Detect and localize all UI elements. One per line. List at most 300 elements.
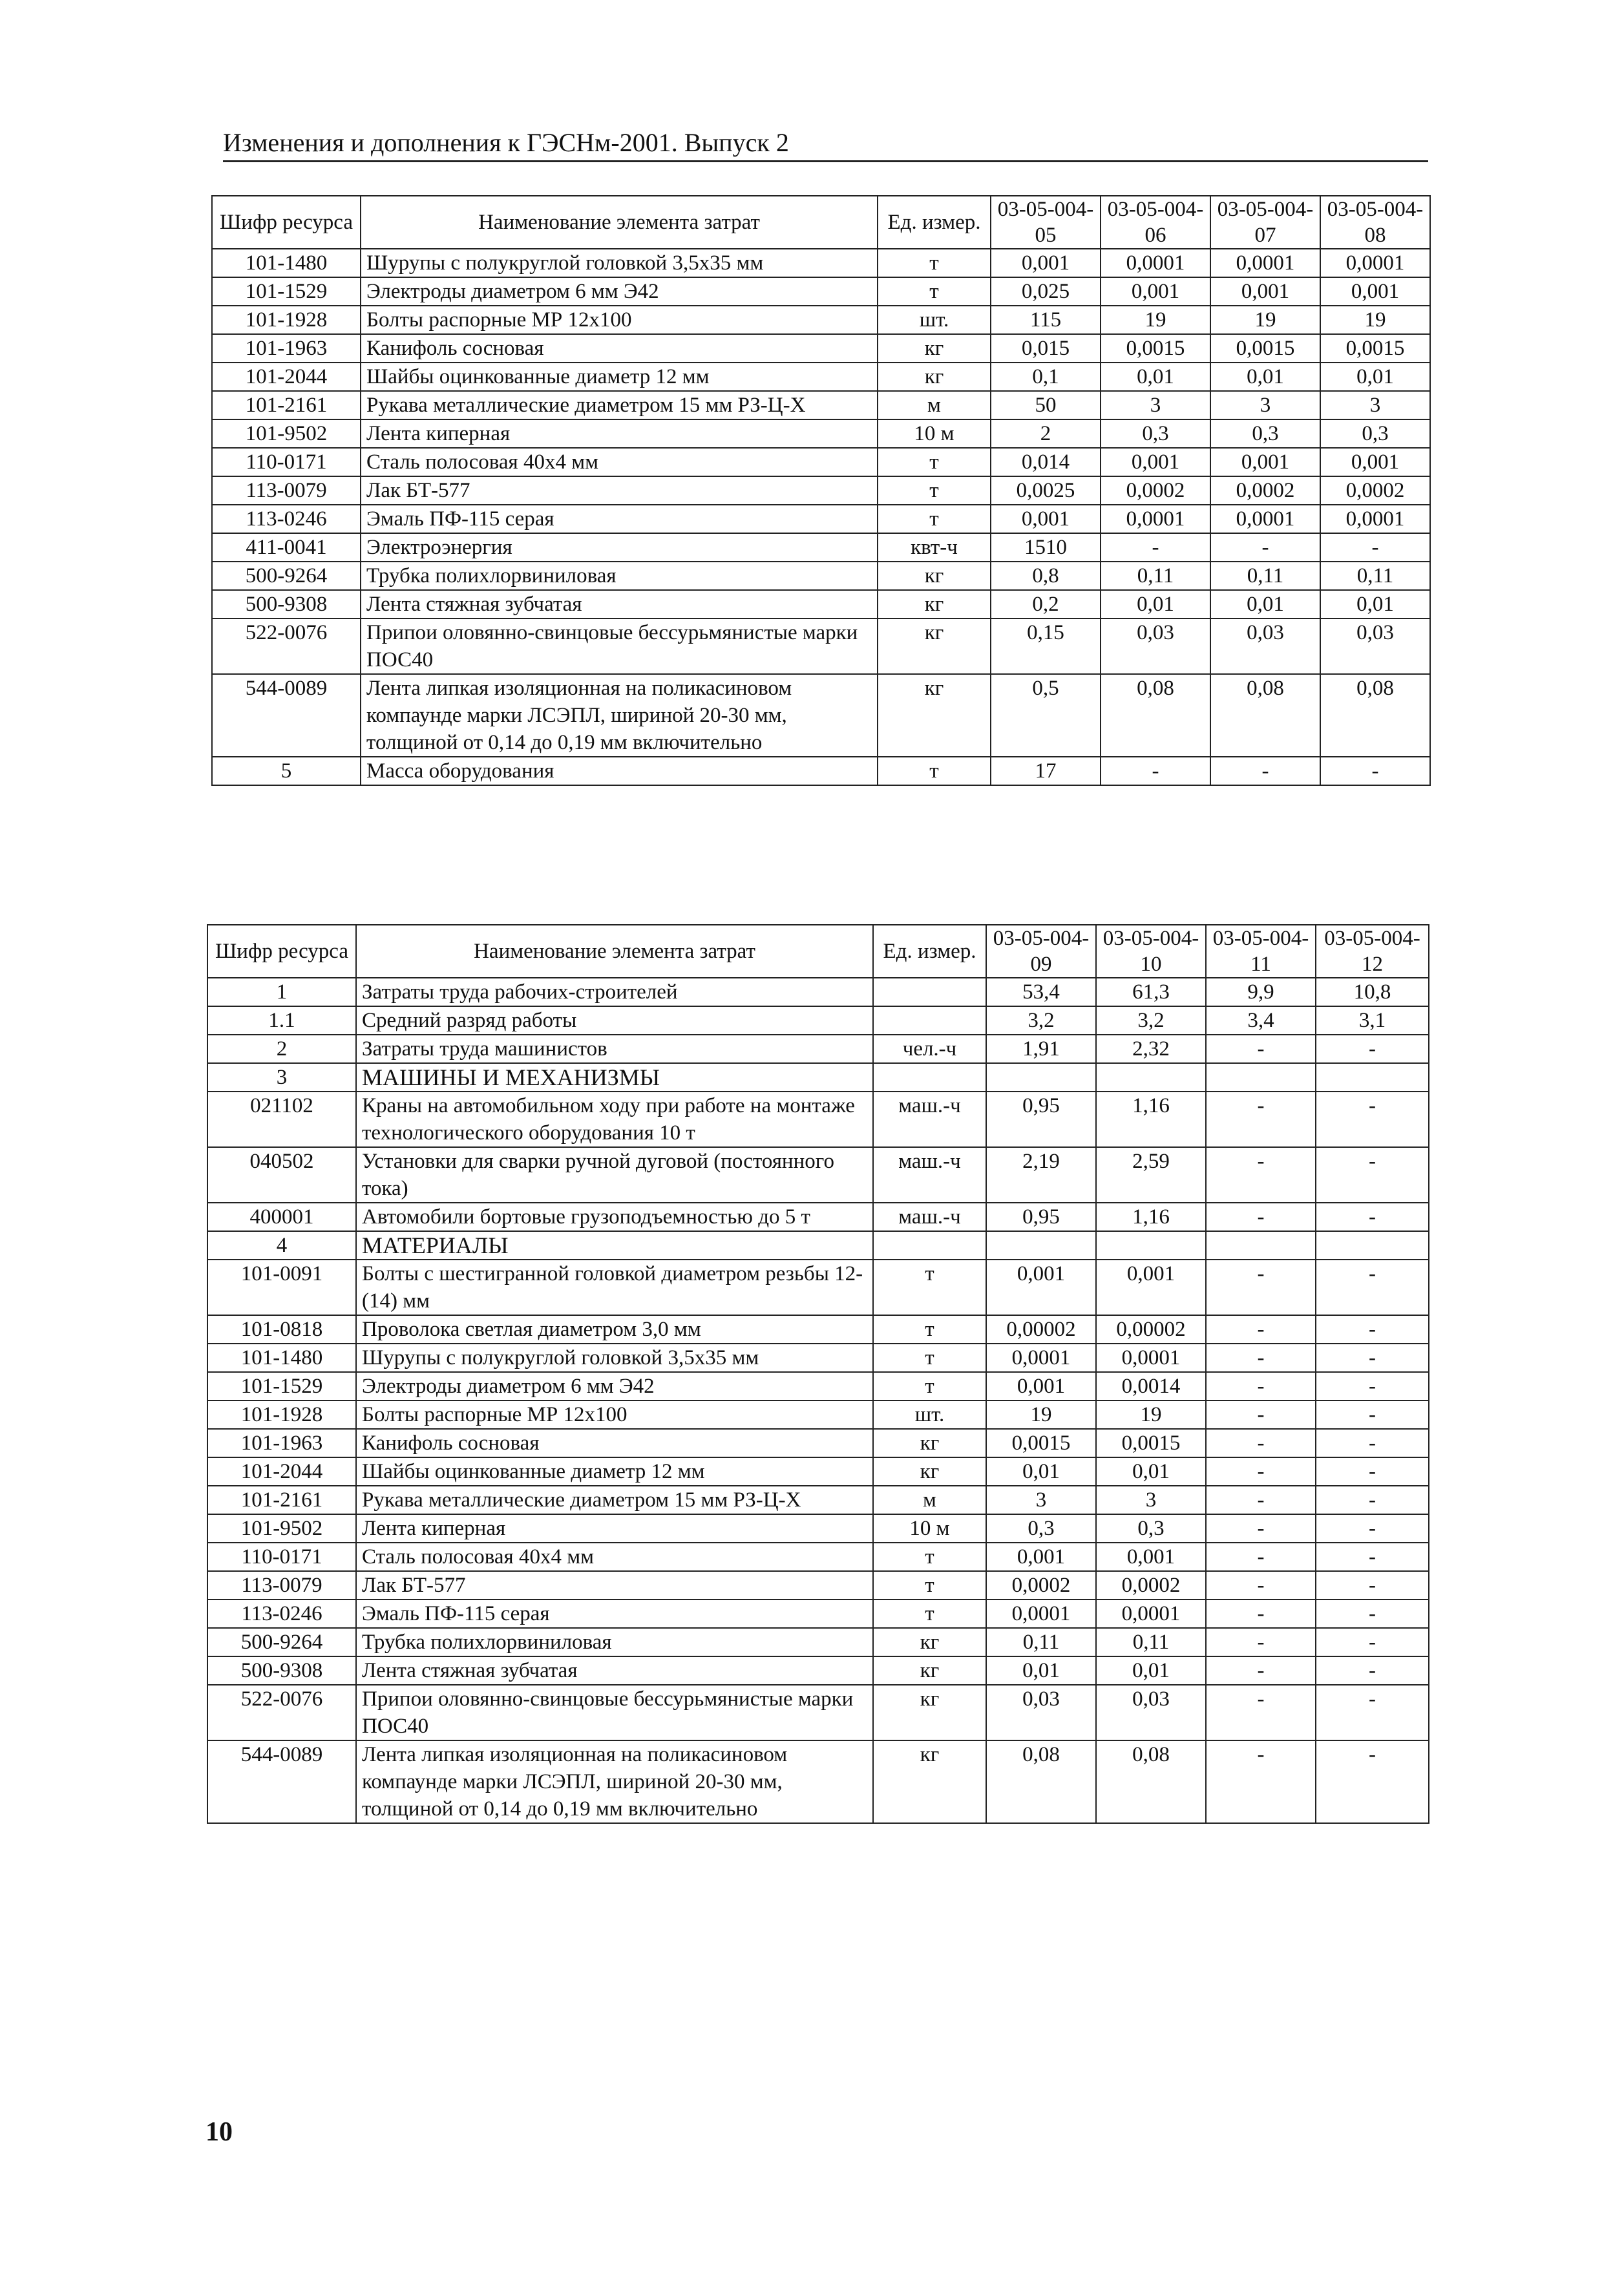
resource-code: 522-0076 [207, 1685, 356, 1740]
resource-code: 113-0246 [212, 505, 361, 533]
resource-code: 3 [207, 1063, 356, 1092]
norm-value: 0,01 [1101, 590, 1210, 618]
resource-name: Трубка полихлорвиниловая [356, 1628, 873, 1656]
norm-value: 0,0015 [1210, 334, 1320, 363]
norm-value: 0,11 [1210, 562, 1320, 590]
table-row [212, 334, 1430, 363]
norm-value: 0,3 [1210, 419, 1320, 448]
norm-value: 0,001 [991, 505, 1101, 533]
table-row [212, 590, 1430, 618]
section-row [207, 1231, 1429, 1260]
norm-value: 0,0001 [1101, 505, 1210, 533]
norm-value: 0,1 [991, 363, 1101, 391]
resource-code: 101-1529 [207, 1372, 356, 1400]
norm-value: 0,3 [1101, 419, 1210, 448]
norm-value: 3 [986, 1486, 1096, 1514]
norm-value: - [1206, 1685, 1316, 1740]
norm-value: 0,5 [991, 674, 1101, 757]
norm-value: 0,0002 [1320, 476, 1430, 505]
norm-value: 0,03 [1320, 618, 1430, 674]
resource-code: 101-0091 [207, 1260, 356, 1315]
resource-code: 101-1480 [212, 249, 361, 277]
unit: т [873, 1344, 986, 1372]
norm-value: 0,15 [991, 618, 1101, 674]
unit: т [873, 1571, 986, 1600]
resource-name: Шайбы оцинкованные диаметр 12 мм [356, 1457, 873, 1486]
table-row [207, 1486, 1429, 1514]
resource-name: Сталь полосовая 40x4 мм [356, 1543, 873, 1571]
resource-name: Лента липкая изоляционная на поликасиновом компаунде марки ЛСЭПЛ, шириной 20-30 мм, толщиной от 0,14 до 0,19 мм включительно [356, 1740, 873, 1823]
resource-code: 544-0089 [207, 1740, 356, 1823]
resource-name: Масса оборудования [361, 757, 878, 785]
resource-name: Лак БТ-577 [356, 1571, 873, 1600]
unit: 10 м [873, 1514, 986, 1543]
table-row [207, 1656, 1429, 1685]
empty-cell [1096, 1063, 1206, 1092]
column-header-norm-1: 03-05-004-05 [991, 196, 1101, 249]
resource-code: 101-1928 [207, 1400, 356, 1429]
norm-value: - [1316, 1260, 1429, 1315]
norm-value: - [1206, 1344, 1316, 1372]
unit: кг [878, 562, 991, 590]
unit: т [873, 1315, 986, 1344]
resource-code: 040502 [207, 1147, 356, 1203]
unit: кг [878, 674, 991, 757]
norm-value: 0,01 [1210, 590, 1320, 618]
resource-name: Затраты труда машинистов [356, 1035, 873, 1063]
unit: чел.-ч [873, 1035, 986, 1063]
table-row [207, 1315, 1429, 1344]
norm-value: - [1206, 1600, 1316, 1628]
resource-name: Болты распорные МР 12x100 [361, 306, 878, 334]
norm-value: 2,59 [1096, 1147, 1206, 1203]
resource-code: 101-2161 [207, 1486, 356, 1514]
table-row [207, 1006, 1429, 1035]
norm-value: - [1320, 757, 1430, 785]
column-header-norm-3: 03-05-004-07 [1210, 196, 1320, 249]
table-row [207, 1571, 1429, 1600]
norm-value: 0,0001 [1096, 1600, 1206, 1628]
section-title: МАШИНЫ И МЕХАНИЗМЫ [356, 1063, 873, 1092]
norm-value: - [1206, 1092, 1316, 1147]
column-header-name: Наименование элемента затрат [356, 925, 873, 978]
norm-value: 3,2 [986, 1006, 1096, 1035]
resource-code: 110-0171 [212, 448, 361, 476]
table-row [212, 757, 1430, 785]
norm-value: 0,3 [1320, 419, 1430, 448]
resource-name: Канифоль сосновая [356, 1429, 873, 1457]
table-row [212, 419, 1430, 448]
norm-value: 19 [986, 1400, 1096, 1429]
unit: т [878, 505, 991, 533]
norm-value: 0,001 [1320, 277, 1430, 306]
resource-name: Автомобили бортовые грузоподъемностью до 5 т [356, 1203, 873, 1231]
norm-value: - [1316, 1656, 1429, 1685]
resource-name: Канифоль сосновая [361, 334, 878, 363]
unit: м [878, 391, 991, 419]
resource-code: 1 [207, 978, 356, 1006]
norm-value: 0,001 [1210, 277, 1320, 306]
resource-code: 110-0171 [207, 1543, 356, 1571]
norm-value: - [1316, 1486, 1429, 1514]
table-row [212, 249, 1430, 277]
resource-name: Болты с шестигранной головкой диаметром резьбы 12-(14) мм [356, 1260, 873, 1315]
norm-value: 0,0025 [991, 476, 1101, 505]
table-row [212, 674, 1430, 757]
norm-value: 0,11 [1320, 562, 1430, 590]
unit: т [873, 1372, 986, 1400]
norm-value: 0,0015 [986, 1429, 1096, 1457]
norm-value: 0,014 [991, 448, 1101, 476]
unit: кг [878, 363, 991, 391]
norm-value: - [1316, 1600, 1429, 1628]
table-row [207, 1092, 1429, 1147]
table-row [207, 1457, 1429, 1486]
norm-value: 0,001 [1101, 448, 1210, 476]
norm-value: 19 [1210, 306, 1320, 334]
unit: кг [878, 334, 991, 363]
norm-value: 0,0001 [1096, 1344, 1206, 1372]
norm-value: 2,32 [1096, 1035, 1206, 1063]
table-row [207, 1600, 1429, 1628]
table-row [207, 1035, 1429, 1063]
norm-value: 0,01 [1320, 363, 1430, 391]
norm-value: - [1316, 1514, 1429, 1543]
unit: т [878, 476, 991, 505]
unit: кг [873, 1740, 986, 1823]
table-row [212, 363, 1430, 391]
norm-value: 10,8 [1316, 978, 1429, 1006]
norm-value: - [1206, 1514, 1316, 1543]
norm-value: - [1206, 1400, 1316, 1429]
norm-value: 0,01 [986, 1457, 1096, 1486]
norm-value: 0,001 [1101, 277, 1210, 306]
norm-value: 0,08 [1096, 1740, 1206, 1823]
resource-name: Шайбы оцинкованные диаметр 12 мм [361, 363, 878, 391]
norm-value: 2,19 [986, 1147, 1096, 1203]
table-row [207, 1543, 1429, 1571]
resource-name: Рукава металлические диаметром 15 мм РЗ-Ц-Х [356, 1486, 873, 1514]
unit: т [873, 1600, 986, 1628]
unit: шт. [878, 306, 991, 334]
norm-value: 0,001 [1096, 1543, 1206, 1571]
norm-value: 0,001 [991, 249, 1101, 277]
norm-value: 0,001 [986, 1260, 1096, 1315]
resource-name: Лента киперная [356, 1514, 873, 1543]
resource-code: 500-9264 [212, 562, 361, 590]
norm-value: - [1316, 1543, 1429, 1571]
resource-name: Затраты труда рабочих-строителей [356, 978, 873, 1006]
norm-value: 0,11 [986, 1628, 1096, 1656]
norm-value: - [1206, 1571, 1316, 1600]
norm-value: - [1316, 1685, 1429, 1740]
norm-value: 0,08 [986, 1740, 1096, 1823]
norm-value: - [1206, 1203, 1316, 1231]
unit [873, 978, 986, 1006]
column-header-norm-4: 03-05-004-12 [1316, 925, 1429, 978]
table-row [212, 533, 1430, 562]
resource-name: Трубка полихлорвиниловая [361, 562, 878, 590]
norm-value: - [1206, 1147, 1316, 1203]
resource-code: 101-1928 [212, 306, 361, 334]
column-header-norm-1: 03-05-004-09 [986, 925, 1096, 978]
norm-value: - [1316, 1315, 1429, 1344]
resource-name: Шурупы с полукруглой головкой 3,5x35 мм [361, 249, 878, 277]
unit: т [878, 249, 991, 277]
norm-value: 0,03 [1210, 618, 1320, 674]
resource-name: Эмаль ПФ-115 серая [361, 505, 878, 533]
norm-value: 19 [1096, 1400, 1206, 1429]
resource-name: Электроды диаметром 6 мм Э42 [356, 1372, 873, 1400]
resource-name: Проволока светлая диаметром 3,0 мм [356, 1315, 873, 1344]
table-row [207, 1147, 1429, 1203]
norm-value: 0,11 [1096, 1628, 1206, 1656]
table-row [207, 1628, 1429, 1656]
norm-value: 0,0015 [1320, 334, 1430, 363]
norm-value: - [1206, 1429, 1316, 1457]
norm-value: 0,03 [1101, 618, 1210, 674]
resource-code: 4 [207, 1231, 356, 1260]
table-row [212, 505, 1430, 533]
unit: кг [873, 1628, 986, 1656]
norm-value: 0,0001 [1320, 249, 1430, 277]
norm-value: 0,08 [1101, 674, 1210, 757]
unit: квт-ч [878, 533, 991, 562]
empty-cell [986, 1231, 1096, 1260]
norm-value: 0,01 [1096, 1457, 1206, 1486]
resource-name: Краны на автомобильном ходу при работе на монтаже технологического оборудования 10 т [356, 1092, 873, 1147]
page-number: 10 [206, 2117, 233, 2147]
norm-value: 3,1 [1316, 1006, 1429, 1035]
norm-value: - [1206, 1486, 1316, 1514]
unit: кг [873, 1457, 986, 1486]
norm-value: 0,0002 [986, 1571, 1096, 1600]
resource-name: Эмаль ПФ-115 серая [356, 1600, 873, 1628]
norm-value: 0,0002 [1096, 1571, 1206, 1600]
norm-value: - [1316, 1147, 1429, 1203]
column-header-code: Шифр ресурса [207, 925, 356, 978]
norm-value: - [1206, 1457, 1316, 1486]
resource-code: 544-0089 [212, 674, 361, 757]
norm-value: 1,16 [1096, 1203, 1206, 1231]
unit [873, 1006, 986, 1035]
norm-value: - [1101, 757, 1210, 785]
resource-code: 400001 [207, 1203, 356, 1231]
norm-value: 0,01 [1101, 363, 1210, 391]
norm-value: 2 [991, 419, 1101, 448]
table-row [212, 277, 1430, 306]
norm-value: 0,03 [986, 1685, 1096, 1740]
unit: кг [873, 1685, 986, 1740]
resource-table-1 [211, 195, 1431, 786]
resource-code: 101-9502 [207, 1514, 356, 1543]
norm-value: - [1316, 1203, 1429, 1231]
resource-code: 2 [207, 1035, 356, 1063]
norm-value: 0,00002 [1096, 1315, 1206, 1344]
unit: т [878, 277, 991, 306]
column-header-unit: Ед. измер. [878, 196, 991, 249]
resource-code: 113-0079 [207, 1571, 356, 1600]
norm-value: 0,2 [991, 590, 1101, 618]
norm-value: 0,01 [986, 1656, 1096, 1685]
resource-name: Рукава металлические диаметром 15 мм РЗ-Ц-Х [361, 391, 878, 419]
norm-value: 0,0001 [1210, 505, 1320, 533]
section-row [207, 1063, 1429, 1092]
resource-name: Электроды диаметром 6 мм Э42 [361, 277, 878, 306]
norm-value: 0,001 [986, 1543, 1096, 1571]
norm-value: 0,0015 [1101, 334, 1210, 363]
table-row [207, 1400, 1429, 1429]
norm-value: - [1206, 1543, 1316, 1571]
norm-value: 0,08 [1210, 674, 1320, 757]
norm-value: 53,4 [986, 978, 1096, 1006]
resource-name: Лента стяжная зубчатая [361, 590, 878, 618]
resource-code: 500-9308 [207, 1656, 356, 1685]
norm-value: - [1210, 757, 1320, 785]
resource-table-2 [207, 924, 1429, 1824]
norm-value: - [1316, 1628, 1429, 1656]
unit: кг [873, 1656, 986, 1685]
table-row [207, 1740, 1429, 1823]
norm-value: - [1316, 1429, 1429, 1457]
norm-value: 0,08 [1320, 674, 1430, 757]
resource-name: Лента липкая изоляционная на поликасиновом компаунде марки ЛСЭПЛ, шириной 20-30 мм, толщиной от 0,14 до 0,19 мм включительно [361, 674, 878, 757]
resource-code: 522-0076 [212, 618, 361, 674]
table-row [207, 1203, 1429, 1231]
unit: т [878, 757, 991, 785]
unit: 10 м [878, 419, 991, 448]
norm-value: 50 [991, 391, 1101, 419]
norm-value: 9,9 [1206, 978, 1316, 1006]
resource-code: 101-1529 [212, 277, 361, 306]
table-row [207, 1685, 1429, 1740]
unit: шт. [873, 1400, 986, 1429]
norm-value: 17 [991, 757, 1101, 785]
norm-value: 0,11 [1101, 562, 1210, 590]
resource-code: 113-0246 [207, 1600, 356, 1628]
table-row [207, 1514, 1429, 1543]
empty-cell [1206, 1231, 1316, 1260]
unit: кг [878, 590, 991, 618]
norm-value: 0,0002 [1210, 476, 1320, 505]
norm-value: 0,0015 [1096, 1429, 1206, 1457]
resource-name: Припои оловянно-свинцовые бессурьмянистые марки ПОС40 [361, 618, 878, 674]
norm-value: 0,8 [991, 562, 1101, 590]
unit: маш.-ч [873, 1092, 986, 1147]
empty-cell [873, 1063, 986, 1092]
norm-value: - [1206, 1315, 1316, 1344]
table-row [212, 391, 1430, 419]
column-header-norm-2: 03-05-004-10 [1096, 925, 1206, 978]
norm-value: 0,0001 [1320, 505, 1430, 533]
norm-value: 0,0002 [1101, 476, 1210, 505]
resource-name: Припои оловянно-свинцовые бессурьмянистые марки ПОС40 [356, 1685, 873, 1740]
unit: маш.-ч [873, 1147, 986, 1203]
norm-value: 3 [1101, 391, 1210, 419]
norm-value: - [1206, 1628, 1316, 1656]
unit: т [878, 448, 991, 476]
resource-name: Болты распорные МР 12x100 [356, 1400, 873, 1429]
norm-value: 0,001 [1210, 448, 1320, 476]
table-row [212, 618, 1430, 674]
norm-value: - [1206, 1740, 1316, 1823]
norm-value: 3,4 [1206, 1006, 1316, 1035]
norm-value: - [1316, 1035, 1429, 1063]
norm-value: - [1320, 533, 1430, 562]
norm-value: 0,0014 [1096, 1372, 1206, 1400]
column-header-code: Шифр ресурса [212, 196, 361, 249]
norm-value: 0,03 [1096, 1685, 1206, 1740]
empty-cell [873, 1231, 986, 1260]
resource-code: 500-9264 [207, 1628, 356, 1656]
table-row [212, 562, 1430, 590]
norm-value: 0,001 [1096, 1260, 1206, 1315]
resource-code: 101-2044 [212, 363, 361, 391]
unit: кг [873, 1429, 986, 1457]
resource-code: 113-0079 [212, 476, 361, 505]
norm-value: - [1316, 1372, 1429, 1400]
norm-value: 0,00002 [986, 1315, 1096, 1344]
norm-value: 115 [991, 306, 1101, 334]
resource-code: 101-1963 [212, 334, 361, 363]
resource-code: 101-2044 [207, 1457, 356, 1486]
table-header-row [207, 925, 1429, 978]
norm-value: 0,01 [1320, 590, 1430, 618]
empty-cell [1206, 1063, 1316, 1092]
column-header-norm-4: 03-05-004-08 [1320, 196, 1430, 249]
resource-name: Средний разряд работы [356, 1006, 873, 1035]
norm-value: - [1101, 533, 1210, 562]
resource-name: Установки для сварки ручной дуговой (постоянного тока) [356, 1147, 873, 1203]
table-row [212, 476, 1430, 505]
resource-name: Шурупы с полукруглой головкой 3,5x35 мм [356, 1344, 873, 1372]
page-header: Изменения и дополнения к ГЭСНм-2001. Выпуск 2 [223, 127, 1428, 162]
norm-value: 3,2 [1096, 1006, 1206, 1035]
resource-name: Сталь полосовая 40x4 мм [361, 448, 878, 476]
resource-code: 021102 [207, 1092, 356, 1147]
empty-cell [986, 1063, 1096, 1092]
norm-value: - [1206, 1035, 1316, 1063]
table-row [207, 1260, 1429, 1315]
section-title: МАТЕРИАЛЫ [356, 1231, 873, 1260]
norm-value: 0,015 [991, 334, 1101, 363]
norm-value: 0,0001 [986, 1344, 1096, 1372]
resource-name: Лента стяжная зубчатая [356, 1656, 873, 1685]
resource-name: Лента киперная [361, 419, 878, 448]
resource-name: Электроэнергия [361, 533, 878, 562]
norm-value: 3 [1320, 391, 1430, 419]
norm-value: 61,3 [1096, 978, 1206, 1006]
norm-value: 0,025 [991, 277, 1101, 306]
resource-name: Лак БТ-577 [361, 476, 878, 505]
norm-value: 0,001 [986, 1372, 1096, 1400]
table-header-row [212, 196, 1430, 249]
norm-value: 3 [1096, 1486, 1206, 1514]
column-header-norm-2: 03-05-004-06 [1101, 196, 1210, 249]
norm-value: - [1210, 533, 1320, 562]
norm-value: - [1206, 1372, 1316, 1400]
table-row [212, 448, 1430, 476]
norm-value: 1,91 [986, 1035, 1096, 1063]
norm-value: - [1316, 1092, 1429, 1147]
norm-value: - [1316, 1571, 1429, 1600]
resource-code: 101-0818 [207, 1315, 356, 1344]
column-header-norm-3: 03-05-004-11 [1206, 925, 1316, 978]
norm-value: - [1316, 1344, 1429, 1372]
column-header-name: Наименование элемента затрат [361, 196, 878, 249]
table-row [207, 1429, 1429, 1457]
norm-value: 0,0001 [986, 1600, 1096, 1628]
